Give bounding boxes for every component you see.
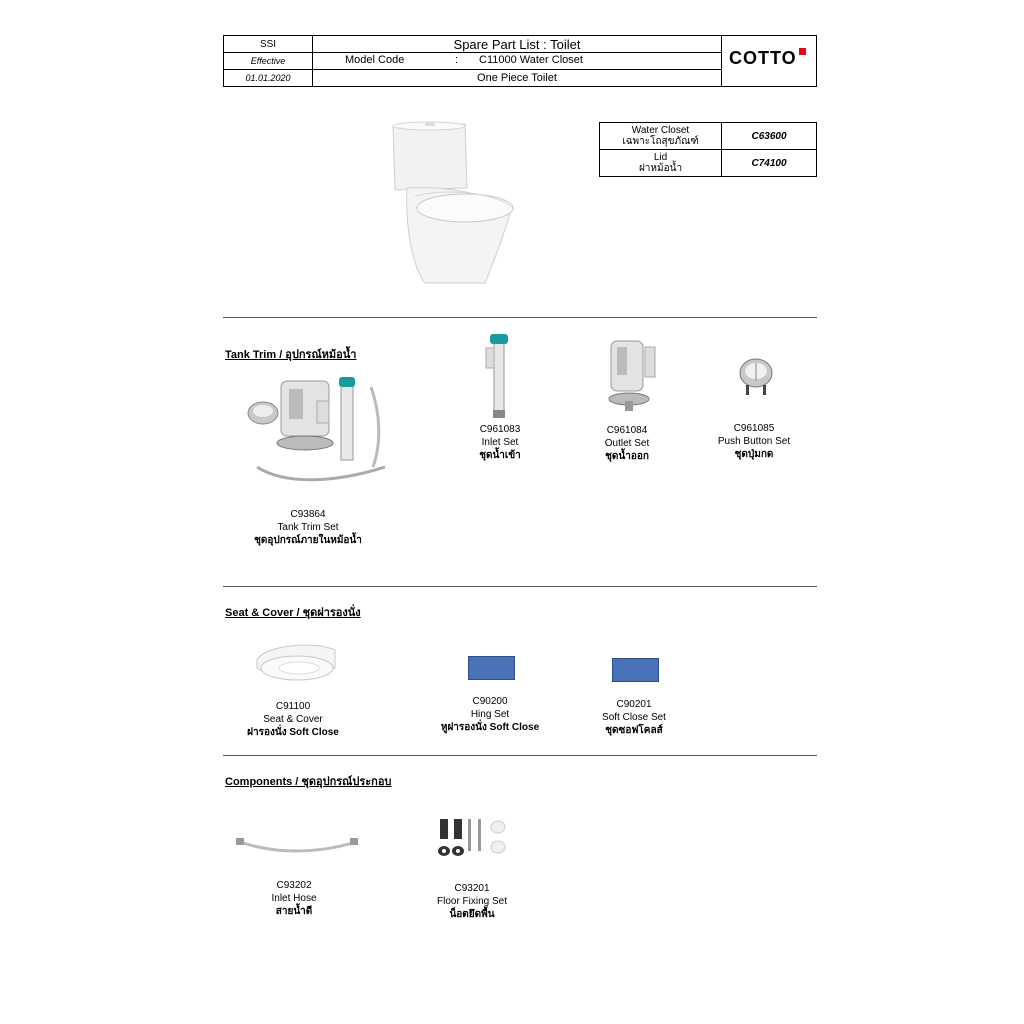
part-name-th: ชุดอุปกรณ์ภายในหม้อน้ำ bbox=[254, 535, 362, 546]
model-code-sep: : bbox=[455, 54, 459, 66]
header-ssi: SSI bbox=[224, 36, 313, 53]
code-label-en: Water Closet bbox=[631, 125, 690, 136]
part-code: C90200 bbox=[472, 696, 508, 707]
code-value: C63600 bbox=[722, 123, 817, 150]
inlet-hose-image bbox=[236, 832, 360, 858]
part-hinge-set bbox=[410, 695, 570, 734]
part-name-th: น็อตยึดพื้น bbox=[449, 909, 495, 920]
outlet-set-image bbox=[605, 337, 660, 415]
part-name-th: สายน้ำดี bbox=[275, 906, 313, 917]
part-inlet-hose bbox=[214, 879, 374, 918]
code-value: C74100 bbox=[722, 150, 817, 177]
part-code: C961083 bbox=[479, 424, 521, 435]
header-date: 01.01.2020 bbox=[224, 70, 313, 87]
part-soft-close-set bbox=[554, 698, 714, 737]
part-code: C93202 bbox=[276, 880, 312, 891]
codes-row-water-closet bbox=[600, 123, 817, 150]
header-effective: Effective bbox=[224, 53, 313, 70]
codes-row-lid bbox=[600, 150, 817, 177]
section-divider bbox=[223, 317, 817, 318]
inlet-set-image bbox=[484, 332, 514, 420]
seat-cover-image bbox=[253, 638, 341, 686]
part-code: C93864 bbox=[290, 509, 326, 520]
section-title-components: Components / ชุดอุปกรณ์ประกอบ bbox=[225, 776, 392, 788]
soft-close-placeholder-image bbox=[612, 658, 659, 682]
part-push-button-set bbox=[674, 422, 834, 461]
part-name-th: ชุดซอฟโคลส์ bbox=[605, 725, 663, 736]
section-title-seat-cover: Seat & Cover / ชุดฝารองนั่ง bbox=[225, 607, 361, 619]
part-code: C91100 bbox=[275, 701, 311, 712]
part-name: Seat & Cover bbox=[263, 714, 323, 725]
tank-trim-set-image bbox=[245, 375, 390, 485]
part-name: Inlet Hose bbox=[271, 893, 317, 904]
part-name: Outlet Set bbox=[604, 438, 650, 449]
part-code: C93201 bbox=[454, 883, 490, 894]
model-code-value: C11000 Water Closet bbox=[479, 54, 583, 66]
model-code-label: Model Code bbox=[345, 54, 405, 66]
part-code: C961085 bbox=[733, 423, 775, 434]
part-name: Hing Set bbox=[470, 709, 510, 720]
part-tank-trim-set bbox=[228, 508, 388, 547]
cotto-logo: COTTO bbox=[729, 48, 797, 68]
part-name-th: ชุดน้ำออก bbox=[605, 451, 649, 462]
part-code: C90201 bbox=[616, 699, 652, 710]
part-name-th: ชุดน้ำเข้า bbox=[479, 450, 521, 461]
codes-table bbox=[599, 122, 817, 177]
logo-accent-square bbox=[799, 48, 806, 55]
section-title-tank-trim: Tank Trim / อุปกรณ์หม้อน้ำ bbox=[225, 349, 357, 361]
part-name: Soft Close Set bbox=[602, 712, 666, 723]
code-label-th: เฉพาะโถสุขภัณฑ์ bbox=[622, 136, 699, 147]
part-name-th: ฝารองนั่ง Soft Close bbox=[247, 727, 339, 738]
part-name: Floor Fixing Set bbox=[436, 896, 508, 907]
floor-fixing-set-image bbox=[436, 815, 514, 859]
part-name-th: หูฝารองนั่ง Soft Close bbox=[440, 722, 540, 733]
section-divider bbox=[223, 586, 817, 587]
part-name: Inlet Set bbox=[481, 437, 519, 448]
part-name: Push Button Set bbox=[717, 436, 791, 447]
model-code-row bbox=[313, 53, 722, 70]
part-floor-fixing-set bbox=[392, 882, 552, 921]
push-button-image bbox=[736, 355, 776, 397]
header-subtitle: One Piece Toilet bbox=[313, 70, 722, 87]
code-label-en: Lid bbox=[653, 152, 668, 163]
part-code: C961084 bbox=[606, 425, 648, 436]
header-table bbox=[223, 35, 817, 87]
toilet-image bbox=[385, 118, 520, 288]
part-name-th: ชุดปุ่มกด bbox=[734, 449, 774, 460]
hinge-set-placeholder-image bbox=[468, 656, 515, 680]
part-name: Tank Trim Set bbox=[277, 522, 339, 533]
section-divider bbox=[223, 755, 817, 756]
part-seat-cover bbox=[213, 700, 373, 739]
code-label-th: ฝาหม้อน้ำ bbox=[638, 163, 683, 174]
header-title: Spare Part List : Toilet bbox=[313, 36, 722, 53]
